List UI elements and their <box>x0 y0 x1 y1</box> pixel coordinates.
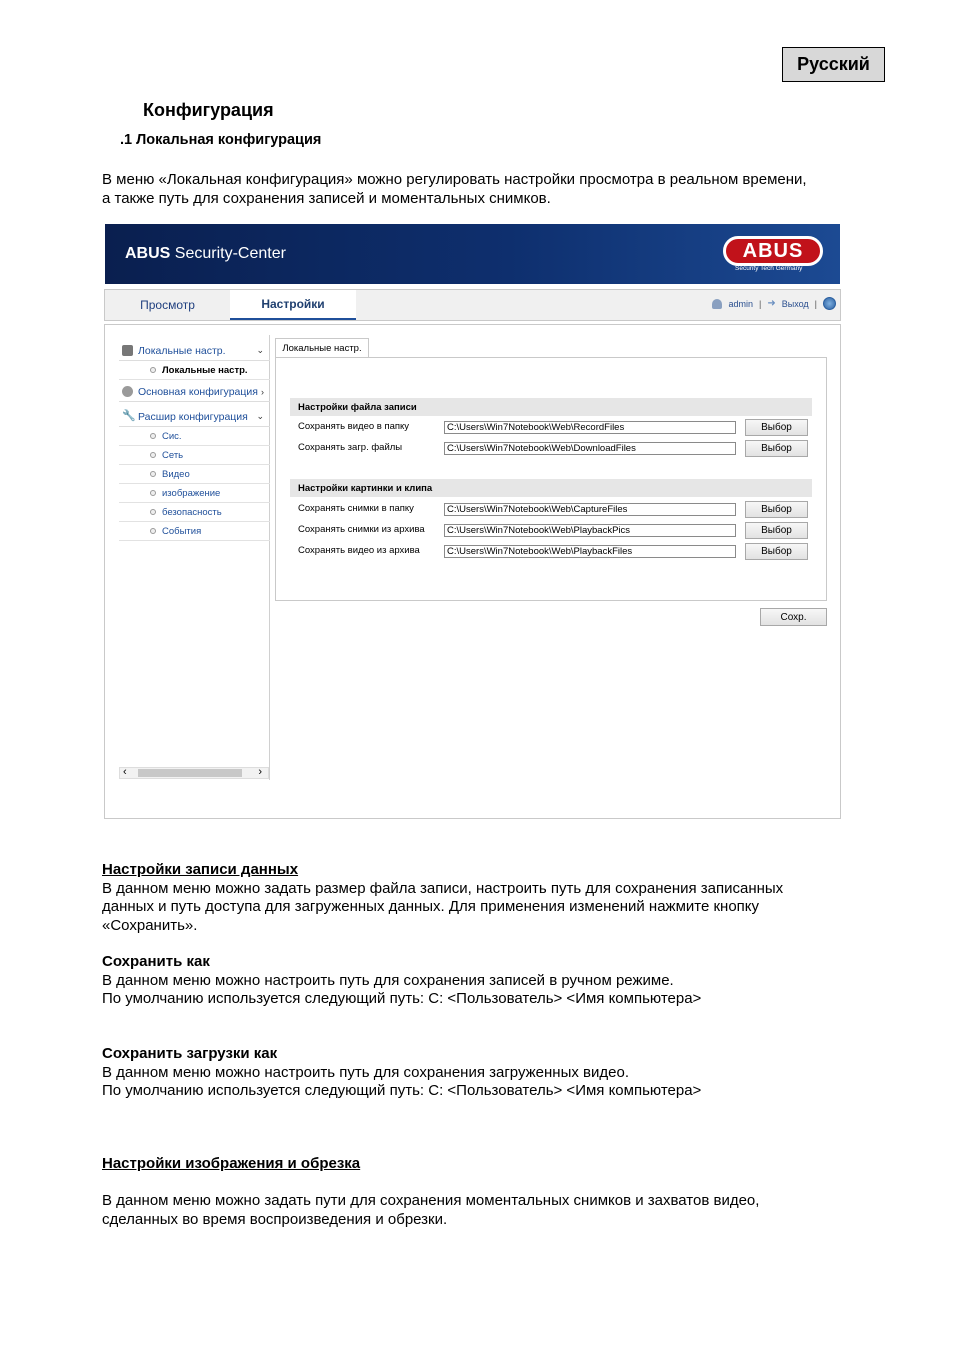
app-title-rest: Security-Center <box>170 245 286 262</box>
app-title <box>125 245 286 263</box>
record-path-label: Сохранять видео в папку <box>298 421 410 432</box>
top-nav <box>104 289 841 321</box>
sidebar-subitem-label: Видео <box>162 468 190 480</box>
chevron-down-icon: ⌄ <box>256 411 264 421</box>
bullet-icon <box>150 433 156 439</box>
sidebar-item-label: Основная конфигурация <box>138 385 258 398</box>
logout-icon: ➜ <box>767 298 776 309</box>
intro-paragraph <box>102 171 807 208</box>
capture-path-field[interactable]: C:\Users\Win7Notebook\Web\CaptureFiles <box>444 503 736 516</box>
sidebar-item-advanced[interactable] <box>119 407 270 427</box>
scrollbar-thumb[interactable] <box>138 769 242 777</box>
record-path-field[interactable]: C:\Users\Win7Notebook\Web\RecordFiles <box>444 421 736 434</box>
record-section-line: В данном меню можно задать размер файла записи, настроить путь для сохранения записанных <box>102 879 784 897</box>
divider: | <box>758 298 762 309</box>
intro-line: В меню «Локальная конфигурация» можно регулировать настройки просмотра в реальном времени, <box>102 171 807 188</box>
sidebar-subitem[interactable] <box>119 446 270 465</box>
app-banner <box>105 224 840 284</box>
camera-icon <box>122 345 133 356</box>
browse-button[interactable]: Выбор <box>745 501 808 518</box>
app-title-bold: ABUS <box>125 245 171 262</box>
sidebar-item-basic[interactable] <box>119 382 270 402</box>
sidebar-subitem[interactable] <box>119 484 270 503</box>
chevron-right-icon[interactable]: › <box>258 766 262 778</box>
bullet-icon <box>150 452 156 458</box>
sidebar-subitem-label: безопасность <box>162 506 222 518</box>
language-badge: Русский <box>782 47 885 82</box>
sidebar-subitem[interactable] <box>119 427 270 446</box>
sidebar-subitem-label: Локальные настр. <box>162 364 248 376</box>
config-screenshot <box>104 224 841 819</box>
save-downloads-line: В данном меню можно настроить путь для сохранения загруженных видео. <box>102 1063 629 1081</box>
sidebar-scrollbar[interactable] <box>119 767 269 779</box>
image-section-line: В данном меню можно задать пути для сохранения моментальных снимков и захватов видео, <box>102 1192 760 1209</box>
sidebar-subitem-local[interactable] <box>119 361 270 380</box>
capture-path-label: Сохранять снимки в папку <box>298 503 414 514</box>
bullet-icon <box>150 490 156 496</box>
sidebar-subitem-label: Сис. <box>162 430 182 442</box>
save-button[interactable]: Сохр. <box>760 608 827 626</box>
sidebar-item-label: Расшир конфигурация <box>138 410 248 423</box>
settings-body <box>104 324 841 819</box>
nav-user-area <box>712 297 836 310</box>
browse-button[interactable]: Выбор <box>745 543 808 560</box>
image-section-text <box>102 1192 759 1229</box>
tab-local-settings[interactable]: Локальные настр. <box>275 338 369 358</box>
bullet-icon <box>150 528 156 534</box>
chevron-right-icon: › <box>261 386 264 397</box>
record-section <box>102 861 783 935</box>
sidebar-subitem-label: Сеть <box>162 449 184 461</box>
browse-button[interactable]: Выбор <box>745 419 808 436</box>
settings-panel <box>275 357 827 601</box>
save-as-section <box>102 953 701 1009</box>
wrench-icon: 🔧 <box>122 410 136 422</box>
sidebar-item-label: Локальные настр. <box>138 344 226 357</box>
playback-pics-label: Сохранять снимки из архива <box>298 524 425 535</box>
user-icon <box>712 299 722 309</box>
sidebar <box>119 341 270 781</box>
playback-video-field[interactable]: C:\Users\Win7Notebook\Web\PlaybackFiles <box>444 545 736 558</box>
sidebar-subitem-label: изображение <box>162 487 221 499</box>
globe-icon[interactable] <box>823 297 836 310</box>
save-as-line: В данном меню можно настроить путь для сохранения записей в ручном режиме. <box>102 971 674 989</box>
sidebar-subitem[interactable] <box>119 503 270 522</box>
gear-icon <box>122 386 133 397</box>
tab-view[interactable]: Просмотр <box>140 298 195 312</box>
section-title: .1 Локальная конфигурация <box>120 132 322 148</box>
save-downloads-line: По умолчанию используется следующий путь: C: <Пользователь> <Имя компьютера> <box>102 1082 702 1099</box>
user-name[interactable]: admin <box>728 298 753 309</box>
picture-group-title: Настройки картинки и клипа <box>290 479 812 497</box>
record-section-line: данных и путь доступа для загруженных данных. Для применения изменений нажмите кнопку <box>102 898 760 915</box>
save-as-title: Сохранить как <box>102 953 210 970</box>
intro-line: а также путь для сохранения записей и моментальных снимков. <box>102 189 551 207</box>
image-section-title: Настройки изображения и обрезка <box>102 1155 361 1172</box>
abus-logo <box>723 236 823 266</box>
playback-pics-field[interactable]: C:\Users\Win7Notebook\Web\PlaybackPics <box>444 524 736 537</box>
divider: | <box>814 298 817 309</box>
tab-settings[interactable]: Настройки <box>230 290 356 320</box>
save-downloads-title: Сохранить загрузки как <box>102 1045 278 1062</box>
image-section-line: сделанных во время воспроизведения и обрезки. <box>102 1210 448 1228</box>
download-path-field[interactable]: C:\Users\Win7Notebook\Web\DownloadFiles <box>444 442 736 455</box>
bullet-icon <box>150 367 156 373</box>
chevron-down-icon: ⌄ <box>256 345 264 355</box>
browse-button[interactable]: Выбор <box>745 440 808 457</box>
bullet-icon <box>150 509 156 515</box>
sidebar-subitem-label: События <box>162 525 202 537</box>
save-downloads-section <box>102 1045 701 1101</box>
sidebar-subitem[interactable] <box>119 522 270 541</box>
record-group-title: Настройки файла записи <box>290 398 812 416</box>
page-title: Конфигурация <box>143 100 274 120</box>
download-path-label: Сохранять загр. файлы <box>298 442 403 453</box>
bullet-icon <box>150 471 156 477</box>
abus-tagline: Security Tech Germany <box>735 265 803 272</box>
image-section <box>102 1155 360 1174</box>
playback-video-label: Сохранять видео из архива <box>298 545 420 556</box>
sidebar-item-local[interactable] <box>119 341 270 361</box>
logout-link[interactable]: Выход <box>781 298 809 309</box>
record-section-title: Настройки записи данных <box>102 861 299 878</box>
chevron-left-icon[interactable]: ‹ <box>123 766 127 778</box>
record-section-line: «Сохранить». <box>102 916 198 934</box>
save-as-line: По умолчанию используется следующий путь: C: <Пользователь> <Имя компьютера> <box>102 990 702 1007</box>
sidebar-subitem[interactable] <box>119 465 270 484</box>
browse-button[interactable]: Выбор <box>745 522 808 539</box>
abus-logo-text: ABUS <box>742 239 804 262</box>
